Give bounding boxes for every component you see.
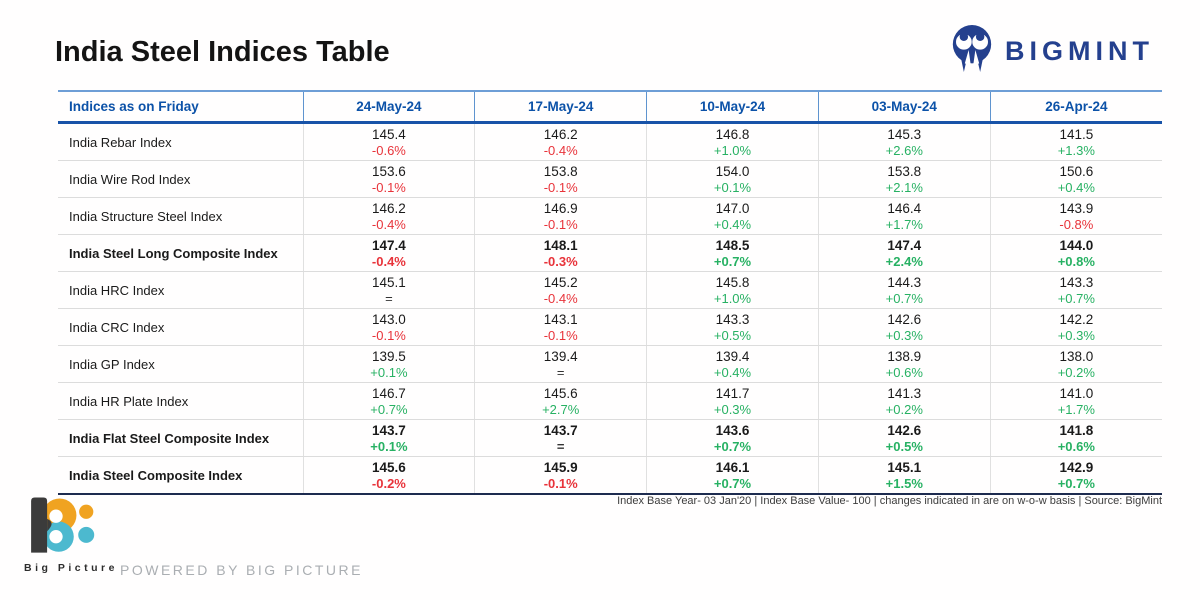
- wow-change: -0.1%: [543, 475, 578, 491]
- index-value: 141.0: [1059, 385, 1094, 401]
- wow-change: +0.6%: [1057, 438, 1095, 454]
- index-value: 146.4: [887, 200, 922, 216]
- value-cell: [475, 198, 647, 235]
- bigmint-brand: [949, 24, 1154, 79]
- index-value: 144.3: [887, 274, 922, 290]
- table-row: [58, 457, 1162, 495]
- table-header-row: [58, 91, 1162, 123]
- value-cell: [818, 198, 990, 235]
- wow-change: +0.7%: [713, 438, 752, 454]
- wow-change: +0.7%: [885, 290, 923, 306]
- index-value: 150.6: [1059, 163, 1094, 179]
- wow-change: -0.1%: [371, 327, 406, 343]
- table-row: [58, 346, 1162, 383]
- value-cell: [647, 272, 819, 309]
- index-value: 145.9: [543, 459, 578, 475]
- index-value: 139.4: [715, 348, 750, 364]
- wow-change: +0.1%: [370, 438, 408, 454]
- row-label: India Rebar Index: [58, 123, 303, 161]
- powered-by-label: POWERED BY BIG PICTURE: [120, 562, 363, 578]
- index-value: 139.5: [372, 348, 406, 364]
- wow-change: +1.3%: [1057, 142, 1095, 158]
- wow-change: +0.2%: [1057, 364, 1095, 380]
- value-cell: [303, 235, 475, 272]
- value-cell: [818, 383, 990, 420]
- wow-change: -0.1%: [543, 327, 578, 343]
- table-row: [58, 420, 1162, 457]
- index-value: 142.6: [887, 422, 922, 438]
- wow-change: +0.4%: [713, 364, 752, 380]
- index-value: 145.1: [372, 274, 406, 290]
- wow-change: -0.4%: [543, 142, 578, 158]
- value-cell: [818, 272, 990, 309]
- wow-change: +0.7%: [1057, 290, 1095, 306]
- index-value: 143.1: [543, 311, 578, 327]
- footnote: Index Base Year- 03 Jan'20 | Index Base Value- 100 | changes indicated in are on w-o-w basis | Source: BigMint: [617, 495, 1162, 507]
- table-row: [58, 272, 1162, 309]
- table-row: [58, 383, 1162, 420]
- row-label: India Steel Long Composite Index: [58, 235, 303, 272]
- value-cell: [990, 457, 1162, 495]
- index-value: 144.0: [1059, 237, 1094, 253]
- wow-change: +1.7%: [1057, 401, 1095, 417]
- value-cell: [818, 235, 990, 272]
- page-title: India Steel Indices Table: [55, 36, 390, 68]
- index-value: 148.1: [543, 237, 578, 253]
- value-cell: [990, 161, 1162, 198]
- index-value: 145.6: [372, 459, 406, 475]
- index-value: 141.3: [887, 385, 922, 401]
- wow-change: -0.4%: [543, 290, 578, 306]
- index-value: 153.6: [372, 163, 406, 179]
- value-cell: [303, 457, 475, 495]
- index-value: 142.9: [1059, 459, 1094, 475]
- value-cell: [647, 198, 819, 235]
- index-value: 145.1: [887, 459, 922, 475]
- index-value: 147.4: [372, 237, 406, 253]
- index-value: 145.2: [543, 274, 578, 290]
- row-label: India HRC Index: [58, 272, 303, 309]
- wow-change: +0.3%: [1057, 327, 1095, 343]
- index-value: 145.3: [887, 126, 922, 142]
- wow-change: +0.1%: [370, 364, 408, 380]
- big-picture-logo-text: Big Picture: [24, 562, 118, 574]
- wow-change: +2.7%: [542, 401, 580, 417]
- value-cell: [475, 346, 647, 383]
- value-cell: [303, 420, 475, 457]
- wow-change: -0.1%: [371, 179, 406, 195]
- wow-change: +0.5%: [885, 438, 923, 454]
- index-value: 147.0: [715, 200, 750, 216]
- row-label: India Steel Composite Index: [58, 457, 303, 495]
- index-value: 148.5: [715, 237, 750, 253]
- index-value: 153.8: [543, 163, 578, 179]
- table-row: [58, 198, 1162, 235]
- column-header-date-3: 10-May-24: [647, 91, 819, 123]
- index-value: 153.8: [887, 163, 922, 179]
- index-value: 143.9: [1059, 200, 1094, 216]
- value-cell: [990, 198, 1162, 235]
- value-cell: [303, 383, 475, 420]
- index-value: 138.9: [887, 348, 922, 364]
- column-header-date-1: 24-May-24: [303, 91, 475, 123]
- value-cell: [990, 420, 1162, 457]
- index-value: 141.5: [1059, 126, 1094, 142]
- big-picture-logo: [24, 497, 118, 574]
- big-picture-logo-icon: [24, 542, 104, 559]
- value-cell: [647, 235, 819, 272]
- index-value: 147.4: [887, 237, 922, 253]
- value-cell: [475, 420, 647, 457]
- value-cell: [475, 383, 647, 420]
- value-cell: [475, 235, 647, 272]
- wow-change: +0.2%: [885, 401, 923, 417]
- wow-change: +1.0%: [713, 290, 752, 306]
- wow-change: +0.4%: [713, 216, 752, 232]
- value-cell: [475, 123, 647, 161]
- column-header-indices: Indices as on Friday: [58, 91, 303, 123]
- table-row: [58, 123, 1162, 161]
- value-cell: [647, 457, 819, 495]
- indices-table-body: [58, 123, 1162, 495]
- index-value: 143.3: [715, 311, 750, 327]
- table-row: [58, 235, 1162, 272]
- value-cell: [475, 161, 647, 198]
- wow-change: +0.7%: [713, 253, 752, 269]
- value-cell: [818, 123, 990, 161]
- value-cell: [475, 457, 647, 495]
- index-value: 145.6: [543, 385, 578, 401]
- index-value: 142.2: [1059, 311, 1094, 327]
- wow-change: -0.4%: [371, 216, 406, 232]
- wow-change: +1.7%: [885, 216, 923, 232]
- value-cell: [303, 309, 475, 346]
- value-cell: [990, 383, 1162, 420]
- value-cell: [647, 383, 819, 420]
- bigmint-logo-icon: [949, 24, 995, 79]
- wow-change: =: [556, 364, 565, 380]
- value-cell: [475, 272, 647, 309]
- wow-change: -0.4%: [371, 253, 406, 269]
- table-row: [58, 309, 1162, 346]
- wow-change: +0.7%: [713, 475, 752, 491]
- value-cell: [647, 346, 819, 383]
- row-label: India Wire Rod Index: [58, 161, 303, 198]
- wow-change: -0.1%: [543, 179, 578, 195]
- value-cell: [818, 346, 990, 383]
- value-cell: [303, 161, 475, 198]
- value-cell: [475, 309, 647, 346]
- index-value: 146.1: [715, 459, 750, 475]
- value-cell: [303, 123, 475, 161]
- indices-table: [58, 90, 1162, 495]
- index-value: 154.0: [715, 163, 750, 179]
- index-value: 143.6: [715, 422, 750, 438]
- value-cell: [303, 272, 475, 309]
- wow-change: -0.3%: [543, 253, 578, 269]
- index-value: 141.8: [1059, 422, 1094, 438]
- index-value: 142.6: [887, 311, 922, 327]
- index-value: 146.9: [543, 200, 578, 216]
- wow-change: +1.0%: [713, 142, 752, 158]
- index-value: 143.7: [372, 422, 406, 438]
- table-row: [58, 161, 1162, 198]
- wow-change: +2.4%: [885, 253, 923, 269]
- value-cell: [647, 309, 819, 346]
- index-value: 143.0: [372, 311, 406, 327]
- value-cell: [647, 123, 819, 161]
- wow-change: =: [556, 438, 565, 454]
- wow-change: +0.3%: [885, 327, 923, 343]
- index-value: 146.2: [372, 200, 406, 216]
- value-cell: [818, 161, 990, 198]
- wow-change: +0.3%: [713, 401, 752, 417]
- bigmint-wordmark: BIGMINT: [1005, 36, 1154, 66]
- value-cell: [990, 272, 1162, 309]
- wow-change: +0.8%: [1057, 253, 1095, 269]
- value-cell: [818, 420, 990, 457]
- wow-change: +0.5%: [713, 327, 752, 343]
- wow-change: +0.6%: [885, 364, 923, 380]
- row-label: India HR Plate Index: [58, 383, 303, 420]
- value-cell: [990, 309, 1162, 346]
- value-cell: [818, 457, 990, 495]
- value-cell: [647, 420, 819, 457]
- index-value: 146.8: [715, 126, 750, 142]
- index-value: 145.4: [372, 126, 406, 142]
- wow-change: =: [385, 290, 393, 306]
- wow-change: -0.1%: [543, 216, 578, 232]
- wow-change: -0.6%: [371, 142, 406, 158]
- index-value: 146.2: [543, 126, 578, 142]
- row-label: India Flat Steel Composite Index: [58, 420, 303, 457]
- wow-change: +0.1%: [713, 179, 752, 195]
- wow-change: +2.1%: [885, 179, 923, 195]
- value-cell: [818, 309, 990, 346]
- column-header-date-4: 03-May-24: [818, 91, 990, 123]
- wow-change: -0.8%: [1059, 216, 1094, 232]
- index-value: 139.4: [543, 348, 578, 364]
- value-cell: [303, 198, 475, 235]
- wow-change: +0.7%: [1057, 475, 1095, 491]
- value-cell: [990, 235, 1162, 272]
- value-cell: [990, 123, 1162, 161]
- index-value: 145.8: [715, 274, 750, 290]
- column-header-date-5: 26-Apr-24: [990, 91, 1162, 123]
- index-value: 138.0: [1059, 348, 1094, 364]
- wow-change: +0.7%: [370, 401, 408, 417]
- row-label: India CRC Index: [58, 309, 303, 346]
- row-label: India Structure Steel Index: [58, 198, 303, 235]
- wow-change: +1.5%: [885, 475, 923, 491]
- index-value: 143.3: [1059, 274, 1094, 290]
- column-header-date-2: 17-May-24: [475, 91, 647, 123]
- wow-change: +0.4%: [1057, 179, 1095, 195]
- index-value: 141.7: [715, 385, 750, 401]
- value-cell: [303, 346, 475, 383]
- index-value: 146.7: [372, 385, 406, 401]
- wow-change: +2.6%: [885, 142, 923, 158]
- value-cell: [990, 346, 1162, 383]
- wow-change: -0.2%: [371, 475, 406, 491]
- row-label: India GP Index: [58, 346, 303, 383]
- value-cell: [647, 161, 819, 198]
- index-value: 143.7: [543, 422, 578, 438]
